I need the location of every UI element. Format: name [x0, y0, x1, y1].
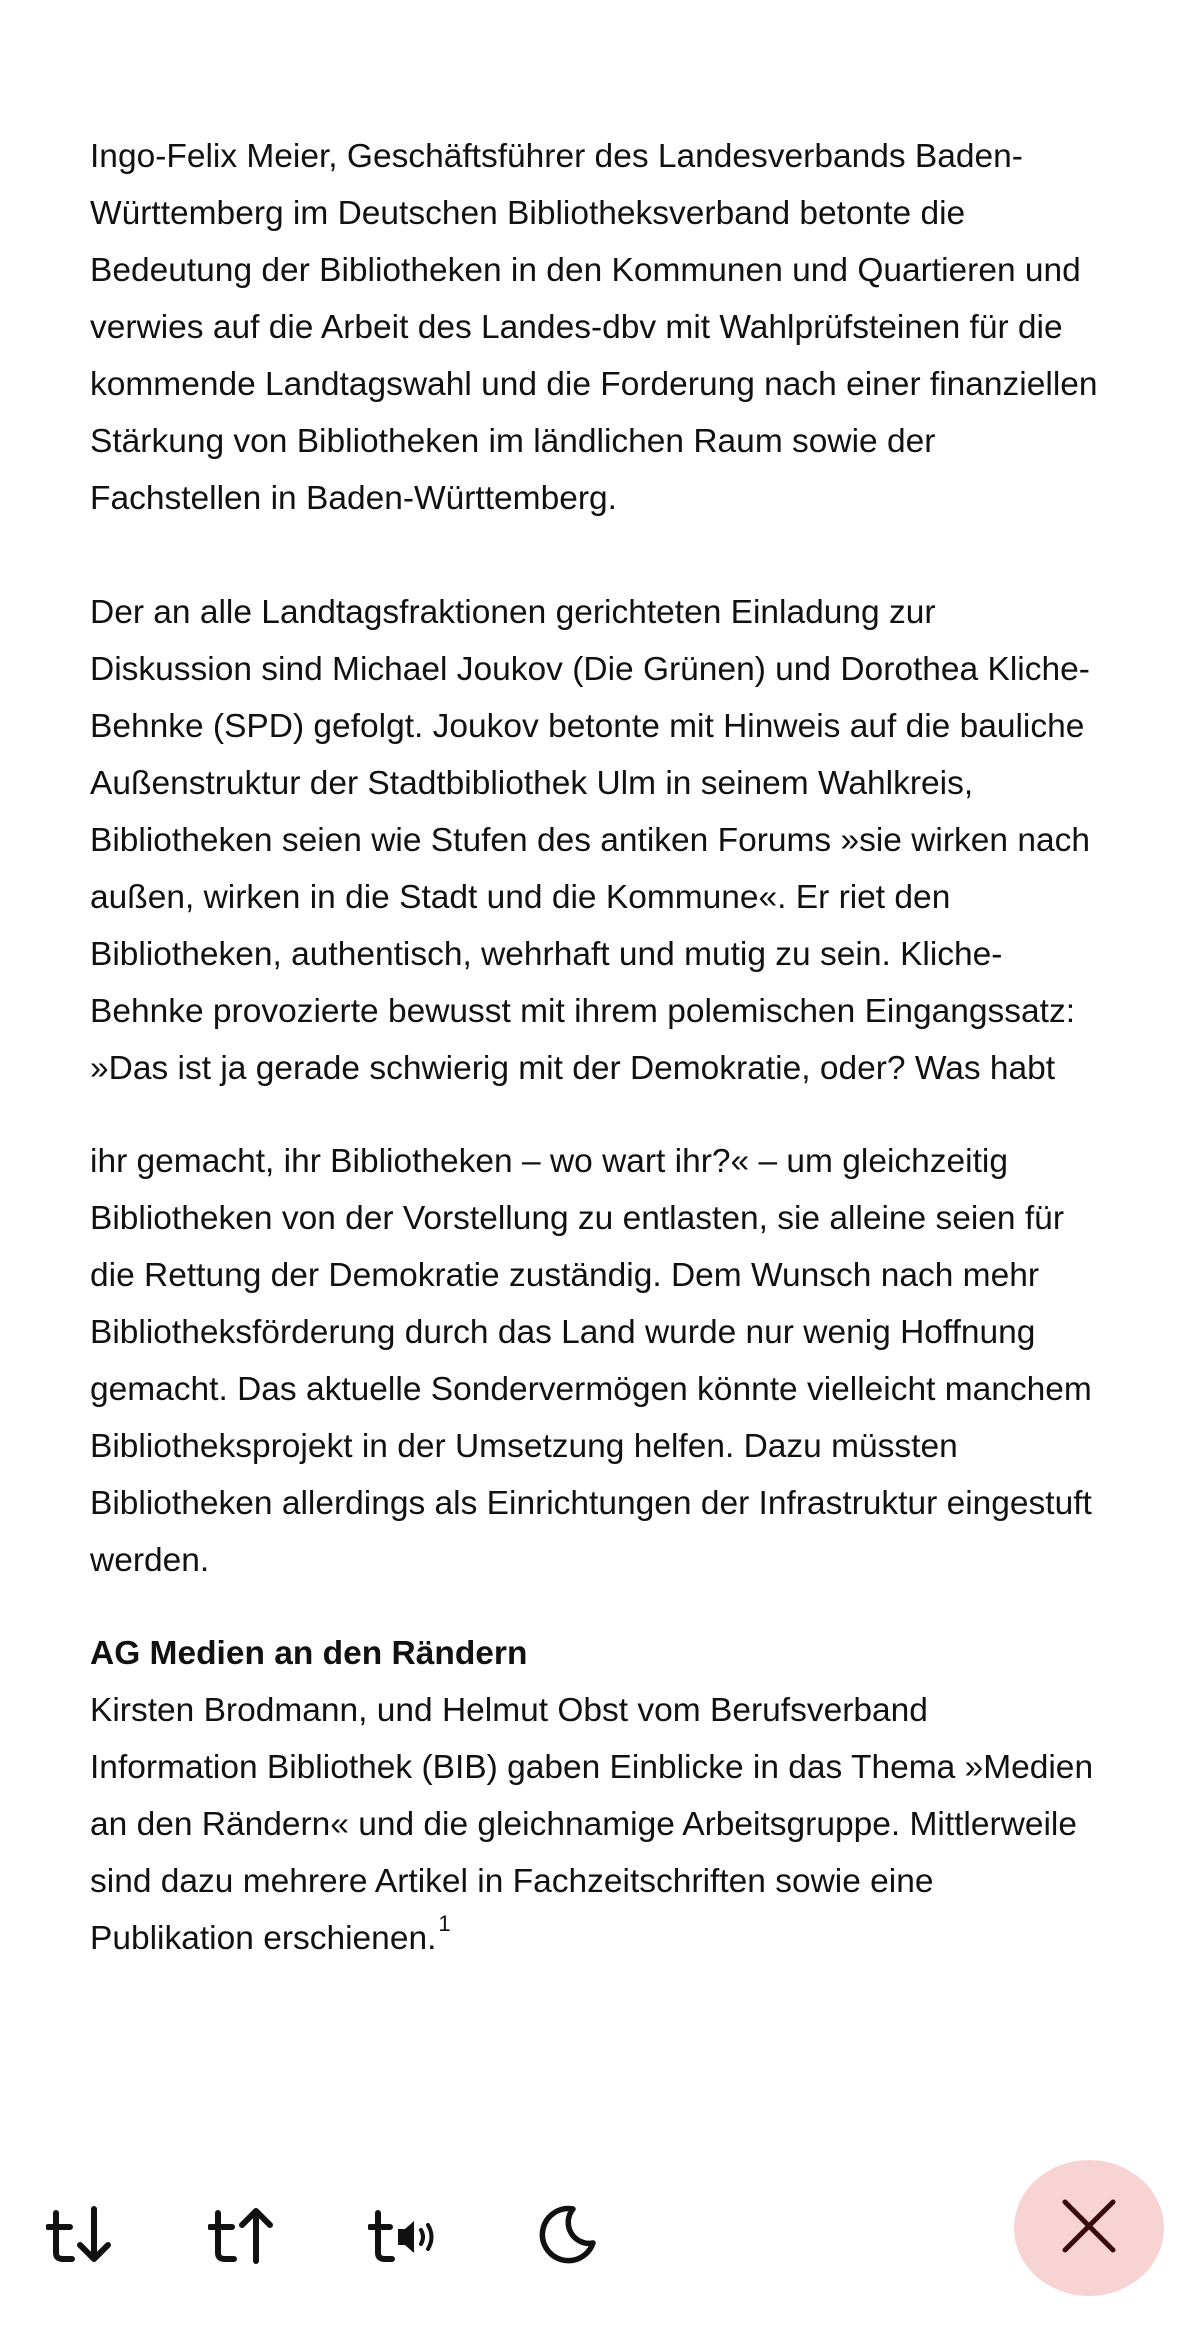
footnote-marker[interactable]: 1: [438, 1911, 451, 1936]
close-x-icon: [1059, 2196, 1119, 2261]
text-to-speech-icon: [368, 2203, 442, 2267]
text-size-increase-button[interactable]: [198, 2195, 288, 2275]
paragraph-landtagsfraktionen: Der an alle Landtagsfraktionen gerichteten Einladung zur Diskussion sind Michael Joukov (Die Grünen) und Dorothea Kliche-Behnke (SPD) gefolgt. Joukov betonte mit Hinweis auf die bauliche Außenstruktur der Stadtbibliothek Ulm in seinem Wahlkreis, Bibliotheken seien wie Stufen des antiken Forums »sie wirken nach außen, wirken in die Stadt und die Kommune«. Er riet den Bibliotheken, authentisch, wehrhaft und mutig zu sein. Kliche-Behnke provozierte bewusst mit ihrem polemischen Eingangssatz: »Das ist ja gerade schwierig mit der Demokratie, oder? Was habt: [90, 594, 1090, 1087]
text-size-decrease-icon: [46, 2203, 116, 2267]
paragraph-bibliotheken: ihr gemacht, ihr Bibliotheken – wo wart ihr?« – um gleichzeitig Bibliotheken von der Vorstellung zu entlasten, sie alleine seien für die Rettung der Demokratie zuständig. Dem Wunsch nach mehr Bibliotheksförderung durch das Land wurde nur wenig Hoffnung gemacht. Das aktuelle Sondervermögen könnte vielleicht manchem Bibliotheksprojekt in der Umsetzung helfen. Dazu müssten Bibliotheken allerdings als Einrichtungen der Infrastruktur eingestuft werden.: [90, 1143, 1092, 1579]
paragraph-brodmann: [90, 1682, 1100, 1967]
article-body: [90, 128, 1100, 1967]
text-size-decrease-button[interactable]: [36, 2195, 126, 2275]
text-to-speech-button[interactable]: [360, 2195, 450, 2275]
close-button[interactable]: [1014, 2160, 1164, 2296]
section-heading: AG Medien an den Rändern: [90, 1635, 528, 1672]
reader-toolbar: [0, 2160, 1179, 2310]
paragraph-meier: Ingo-Felix Meier, Geschäftsführer des Landesverbands Baden-Württemberg im Deutschen Bibliotheksverband betonte die Bedeutung der Bibliotheken in den Kommunen und Quartieren und verwies auf die Arbeit des Landes-dbv mit Wahlprüfsteinen für die kommende Landtagswahl und die Forderung nach einer finanziellen Stärkung von Bibliotheken im ländlichen Raum sowie der Fachstellen in Baden-Württemberg.: [90, 138, 1098, 517]
dark-mode-moon-icon: [535, 2203, 599, 2267]
paragraph-brodmann-text: Kirsten Brodmann, und Helmut Obst vom Berufsverband Information Bibliothek (BIB) gaben Einblicke in das Thema »Medien an den Rändern« und die gleichnamige Arbeitsgruppe. Mittlerweile sind dazu mehrere Artikel in Fachzeitschriften sowie eine Publikation erschienen.: [90, 1692, 1094, 1957]
dark-mode-button[interactable]: [522, 2195, 612, 2275]
text-size-increase-icon: [208, 2203, 278, 2267]
